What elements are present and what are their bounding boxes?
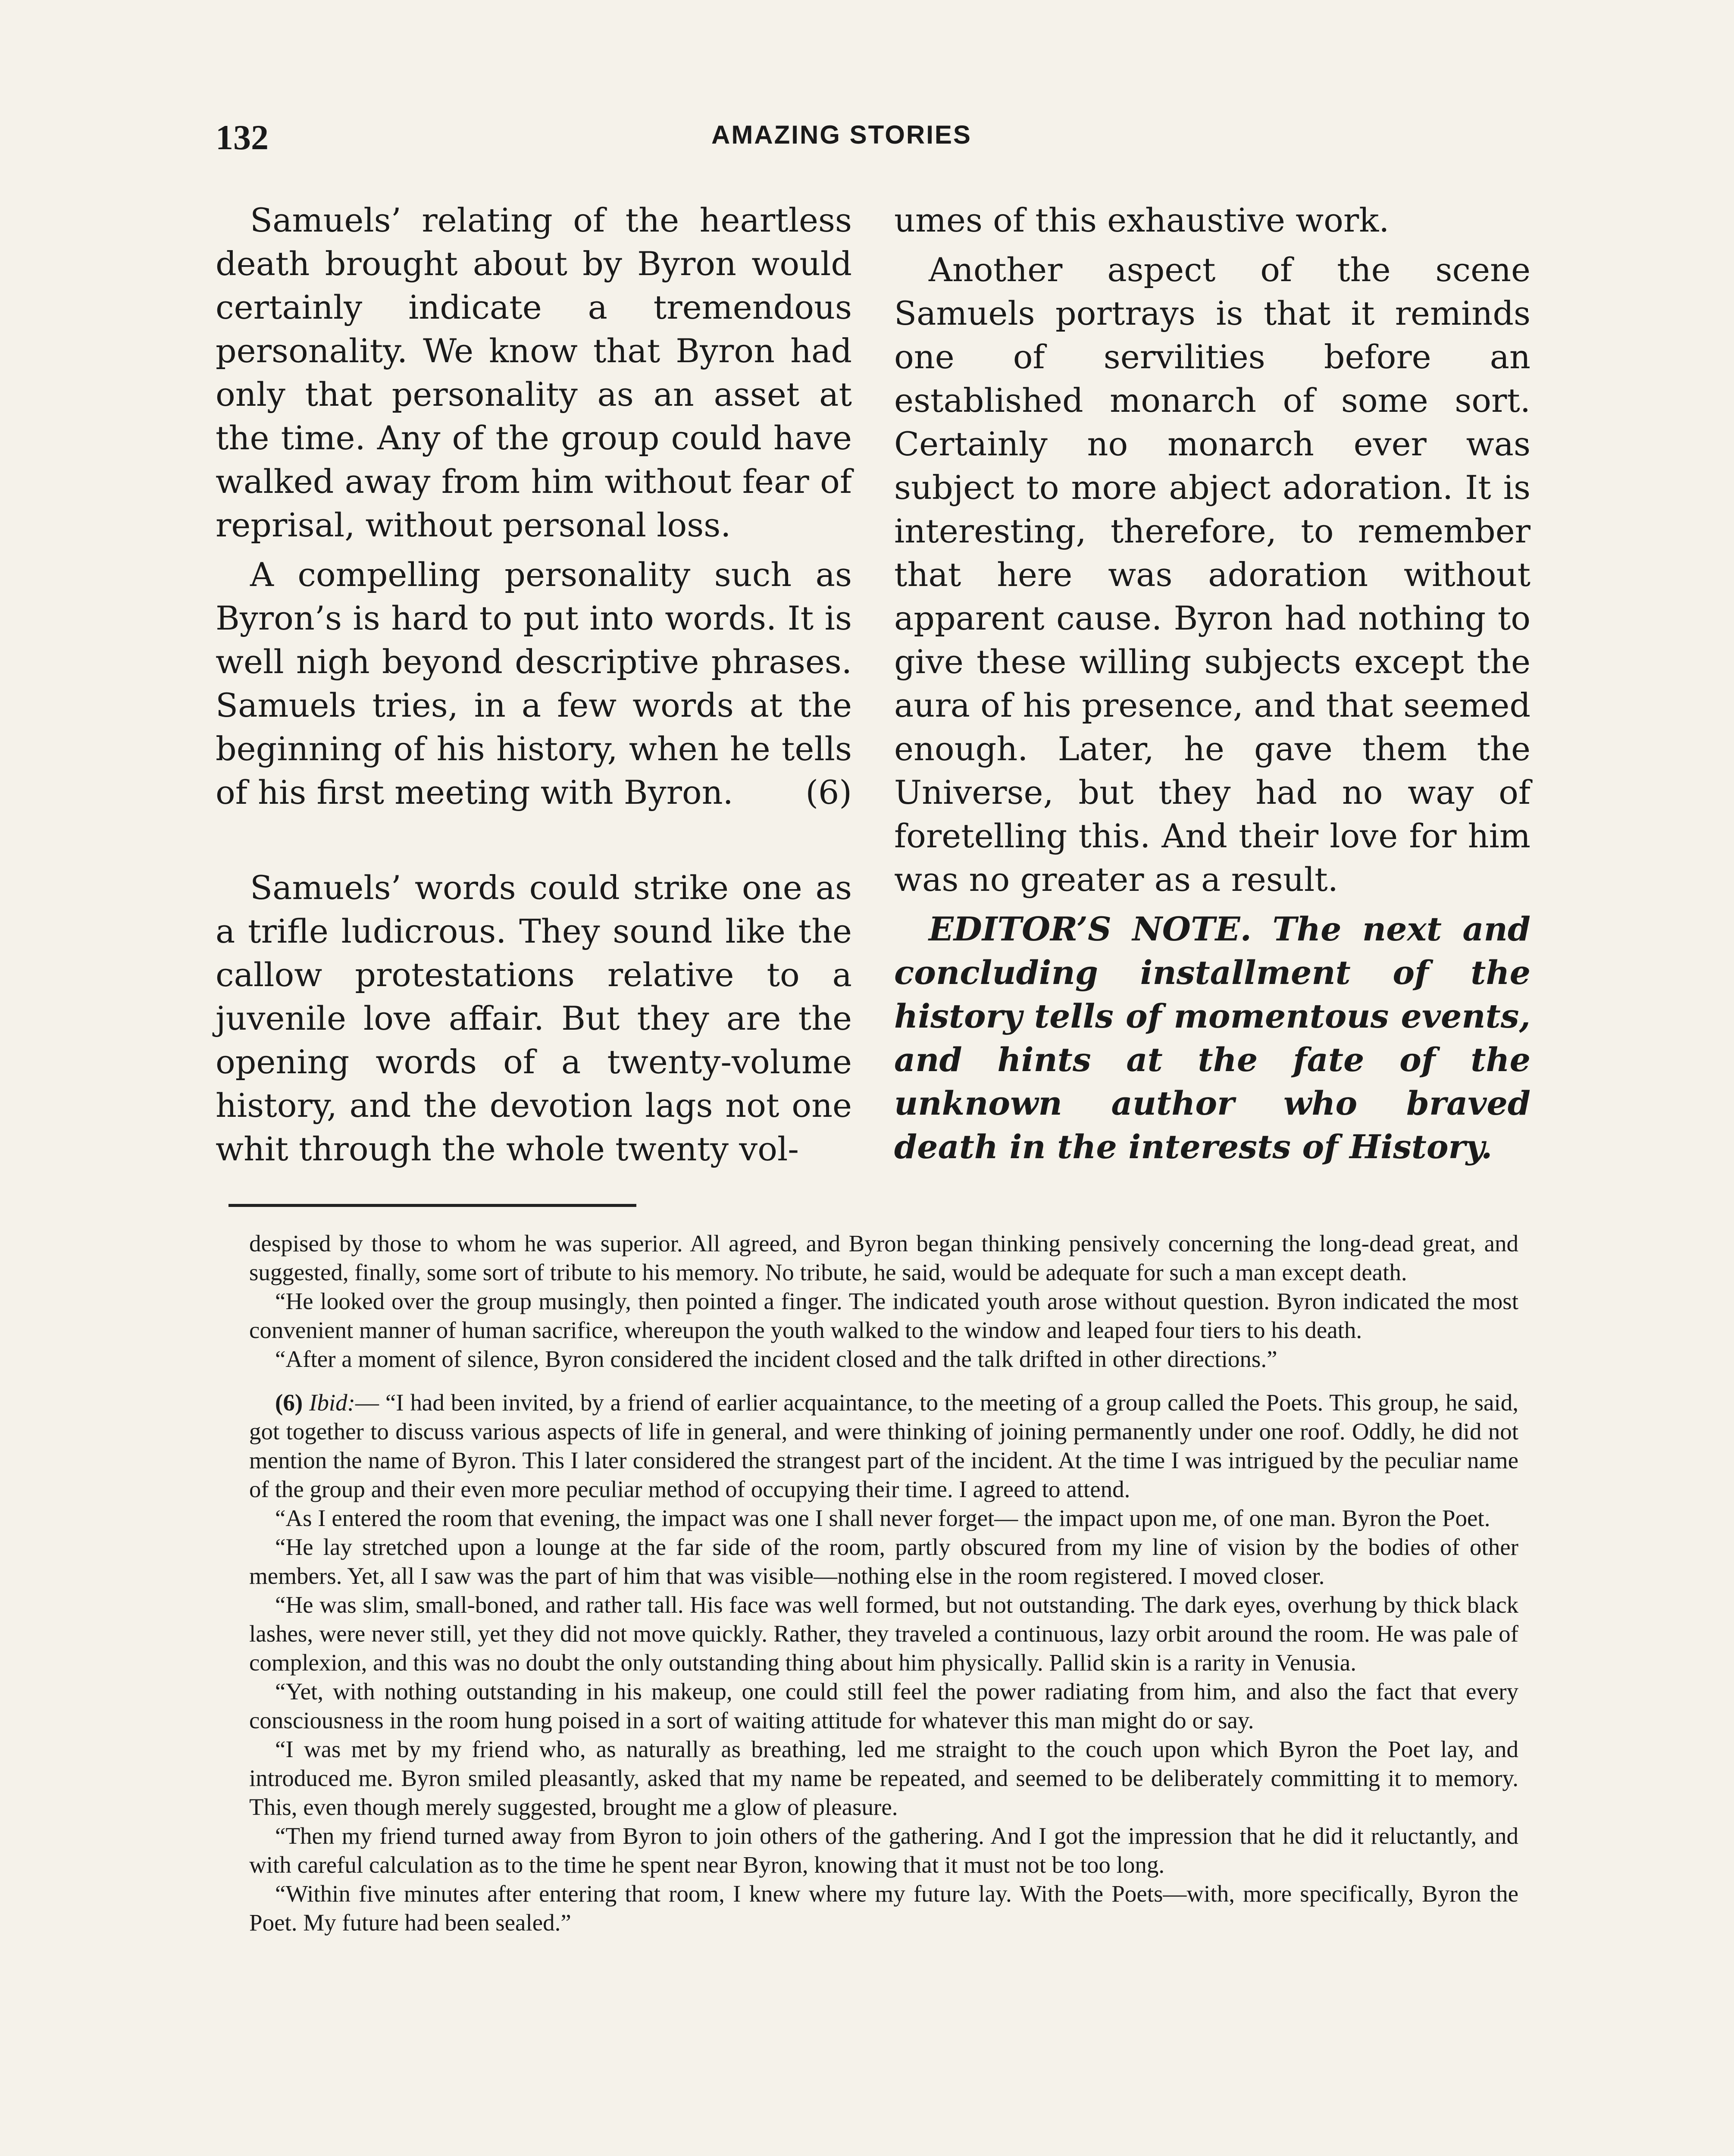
footnote-divider — [228, 1204, 636, 1207]
body-paragraph: umes of this exhaustive work. — [894, 201, 1390, 239]
left-column — [216, 198, 852, 1177]
body-paragraph: Samuels’ relating of the heartless death brought about by Byron would certainly indicate a tremendous personality. We know that Byron had only that personality as an asset at the time. Any of the group could have walked away from him without fear of reprisal, without personal loss. — [216, 201, 852, 544]
body-paragraph — [216, 553, 852, 814]
page-header — [216, 117, 1531, 160]
footnote-paragraph: “After a moment of silence, Byron considered the incident closed and the talk drifted in other directions.” — [275, 1346, 1277, 1372]
footnotes — [249, 1229, 1518, 1937]
footnote-paragraph: “He looked over the group musingly, then pointed a finger. The indicated youth arose without question. Byron indicated the most convenient manner of human sacrifice, whereupon the youth walked to the window and leaped four tiers to his death. — [249, 1288, 1518, 1343]
footnote-paragraph: “As I entered the room that evening, the impact was one I shall never forget— the impact upon me, of one man. Byron the Poet. — [275, 1505, 1490, 1531]
footnote-paragraph: “I was met by my friend who, as naturally as breathing, led me straight to the couch upon which Byron the Poet lay, and introduced me. Byron smiled pleasantly, asked that my name be repeated, and seemed to be deliberately committing it to memory. This, even though merely suggested, brought me a glow of pleasure. — [249, 1736, 1518, 1820]
ibid-label: Ibid: — [309, 1389, 355, 1416]
editor-note: EDITOR’S NOTE. The next and concluding installment of the history tells of momentous events, and hints at the fate of the unknown author who braved death in the interests of History. — [894, 910, 1531, 1166]
footnote-paragraph: “Within five minutes after entering that room, I knew where my future lay. With the Poets—with, more specifically, Byron the Poet. My future had been sealed.” — [249, 1880, 1518, 1936]
paragraph-text: A compelling personality such as Byron’s is hard to put into words. It is well nigh beyond descriptive phrases. Samuels tries, in a few words at the beginning of his history, when he tells of his first meeting with Byron. — [216, 555, 852, 812]
running-head: AMAZING STORIES — [711, 120, 972, 149]
footnote-paragraph: “Then my friend turned away from Byron to join others of the gathering. And I got the impression that he did it reluctantly, and with careful calculation as to the time he spent near Byron, knowing that it must not be too long. — [249, 1823, 1518, 1878]
body-paragraph: Samuels’ words could strike one as a trifle ludicrous. They sound like the callow protestations relative to a juvenile love affair. But they are the opening words of a twenty-volume history, and the devotion lags not one whit through the whole twenty vol- — [216, 868, 852, 1168]
page-number: 132 — [216, 118, 269, 157]
footnote-paragraph: “Yet, with nothing outstanding in his makeup, one could still feel the power radiating from him, and also the fact that every consciousness in the room hung poised in a sort of waiting attitude for whatever this man might do or say. — [249, 1678, 1518, 1733]
footnote-paragraph: “He lay stretched upon a lounge at the far side of the room, partly obscured from my line of vision by the bodies of other members. Yet, all I saw was the part of him that was visible—nothing else in the room registered. I moved closer. — [249, 1534, 1518, 1589]
footnote-paragraph: despised by those to whom he was superior. All agreed, and Byron began thinking pensively concerning the long-dead great, and suggested, finally, some sort of tribute to his memory. No tribute, he said, would be adequate for such a man except death. — [249, 1230, 1518, 1285]
footnote-label: (6) — [275, 1389, 303, 1416]
footnote-text: — “I had been invited, by a friend of earlier acquaintance, to the meeting of a group called the Poets. This group, he said, got together to discuss various aspects of life in general, and were thinking of joining permanently under one roof. Oddly, he did not mention the name of Byron. This I later considered the strangest part of the incident. At the time I was intrigued by the peculiar name of the group and their even more peculiar method of occupying their time. I agreed to attend. — [249, 1389, 1518, 1502]
right-column — [894, 198, 1531, 1175]
footnote-6 — [249, 1388, 1518, 1504]
body-paragraph: Another aspect of the scene Samuels portrays is that it reminds one of servilities before an established monarch of some sort. Certainly no monarch ever was subject to more abject adoration. It is interesting, therefore, to remember that here was adoration without apparent cause. Byron had nothing to give these willing subjects except the aura of his presence, and that seemed enough. Later, he gave them the Universe, but they had no way of foretelling this. And their love for him was no greater as a result. — [894, 251, 1531, 899]
reference-mark: (6) — [805, 773, 852, 812]
footnote-paragraph: “He was slim, small-boned, and rather tall. His face was well formed, but not outstanding. The dark eyes, overhung by thick black lashes, were never still, yet they did not move quickly. Rather, they traveled a continuous, lazy orbit around the room. He was pale of complexion, and this was no doubt the only outstanding thing about him physically. Pallid skin is a rarity in Venusia. — [249, 1592, 1518, 1676]
